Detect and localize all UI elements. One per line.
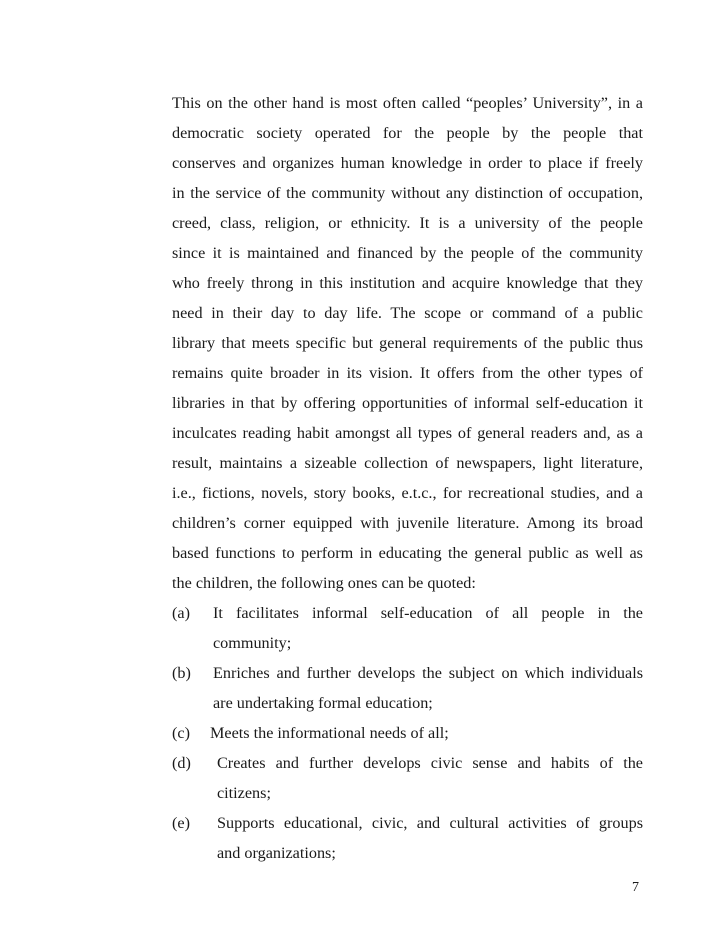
- list-item-text: are undertaking formal education;: [213, 694, 433, 712]
- list-item-text: Enriches and further develops the subject on which individuals: [213, 664, 643, 682]
- paragraph-line: conserves and organizes human knowledge in order to place if freely: [172, 154, 643, 172]
- list-item-label: (b): [172, 664, 191, 682]
- paragraph-line: result, maintains a sizeable collection of newspapers, light literature,: [172, 454, 643, 472]
- paragraph-line: since it is maintained and financed by the people of the community: [172, 244, 643, 262]
- paragraph-line: i.e., fictions, novels, story books, e.t.c., for recreational studies, and a: [172, 484, 643, 502]
- list-item-text: and organizations;: [217, 844, 336, 862]
- paragraph-line: inculcates reading habit amongst all types of general readers and, as a: [172, 424, 643, 442]
- paragraph-line: remains quite broader in its vision. It offers from the other types of: [172, 364, 643, 382]
- list-item-text: community;: [213, 634, 292, 652]
- list-item-label: (e): [172, 814, 190, 832]
- paragraph-line: democratic society operated for the people by the people that: [172, 124, 643, 142]
- paragraph-line: who freely throng in this institution and acquire knowledge that they: [172, 274, 643, 292]
- paragraph-line: libraries in that by offering opportunities of informal self-education it: [172, 394, 643, 412]
- list-item-text: Meets the informational needs of all;: [210, 724, 449, 742]
- paragraph-line: creed, class, religion, or ethnicity. It is a university of the people: [172, 214, 643, 232]
- paragraph-line: based functions to perform in educating the general public as well as: [172, 544, 643, 562]
- list-item-text: citizens;: [217, 784, 271, 802]
- list-item-text: Supports educational, civic, and cultural activities of groups: [217, 814, 643, 832]
- paragraph-line: in the service of the community without any distinction of occupation,: [172, 184, 643, 202]
- list-item-label: (c): [172, 724, 190, 742]
- list-item-text: It facilitates informal self-education of all people in the: [213, 604, 643, 622]
- paragraph-line: library that meets specific but general requirements of the public thus: [172, 334, 643, 352]
- paragraph-line: the children, the following ones can be quoted:: [172, 574, 476, 592]
- page-number: 7: [632, 880, 639, 895]
- paragraph-line: This on the other hand is most often called “peoples’ University”, in a: [172, 94, 643, 112]
- list-item-label: (a): [172, 604, 190, 622]
- list-item-text: Creates and further develops civic sense and habits of the: [217, 754, 643, 772]
- paragraph-line: children’s corner equipped with juvenile literature. Among its broad: [172, 514, 643, 532]
- paragraph-line: need in their day to day life. The scope or command of a public: [172, 304, 643, 322]
- list-item-label: (d): [172, 754, 191, 772]
